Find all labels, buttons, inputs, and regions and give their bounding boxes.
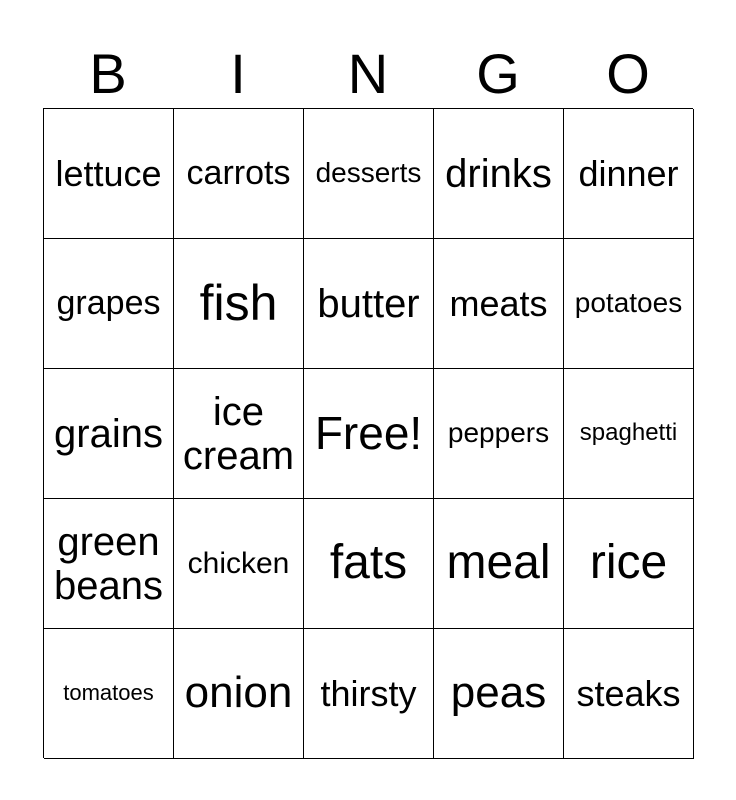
bingo-cell [174, 109, 304, 239]
bingo-cell [564, 629, 694, 759]
cell-text: grains [54, 411, 163, 456]
cell-text: onion [184, 668, 293, 718]
header-letter-i: I [230, 42, 246, 105]
cell-text: spaghetti [579, 419, 678, 447]
cell-text: thirsty [320, 672, 417, 714]
cell-text: lettuce [55, 152, 162, 194]
header-letter-b: B [89, 42, 127, 105]
cell-text: peppers [447, 417, 550, 449]
bingo-grid [43, 108, 693, 758]
bingo-cell [304, 239, 434, 369]
cell-text: butter [317, 281, 420, 326]
bingo-cell [44, 109, 174, 239]
bingo-cell [564, 239, 694, 369]
bingo-cell [44, 369, 174, 499]
bingo-cell [434, 629, 564, 759]
cell-text: dinner [578, 152, 679, 194]
cell-text: meal [446, 536, 551, 590]
bingo-cell [434, 499, 564, 629]
cell-text: rice [589, 536, 668, 590]
cell-text: ice cream [182, 389, 295, 478]
header-letter-o: O [606, 42, 650, 105]
cell-text: green beans [54, 519, 163, 608]
cell-text: drinks [445, 151, 552, 196]
cell-text: meats [449, 282, 548, 324]
bingo-cell [434, 369, 564, 499]
header-letter-g: G [476, 42, 520, 105]
bingo-cell [174, 629, 304, 759]
bingo-cell [174, 239, 304, 369]
cell-text: fish [199, 275, 278, 331]
cell-text: fats [329, 536, 408, 590]
cell-text: peas [450, 668, 547, 718]
cell-text: steaks [576, 672, 681, 714]
bingo-cell [434, 109, 564, 239]
free-space-cell [304, 369, 434, 499]
bingo-cell [174, 369, 304, 499]
bingo-header [43, 40, 693, 108]
header-letter-n: N [347, 42, 389, 105]
bingo-cell [174, 499, 304, 629]
cell-text: chicken [187, 547, 290, 580]
bingo-cell [304, 629, 434, 759]
cell-text: potatoes [574, 287, 683, 319]
bingo-cell [564, 499, 694, 629]
cell-text: tomatoes [63, 680, 154, 706]
cell-text: grapes [56, 283, 161, 322]
cell-text: desserts [315, 157, 422, 189]
bingo-cell [44, 499, 174, 629]
free-space-text: Free! [314, 407, 423, 460]
bingo-cell [44, 239, 174, 369]
bingo-cell [304, 499, 434, 629]
bingo-cell [564, 369, 694, 499]
bingo-cell [434, 239, 564, 369]
bingo-cell [564, 109, 694, 239]
bingo-cell [44, 629, 174, 759]
bingo-cell [304, 109, 434, 239]
cell-text: carrots [186, 153, 291, 192]
